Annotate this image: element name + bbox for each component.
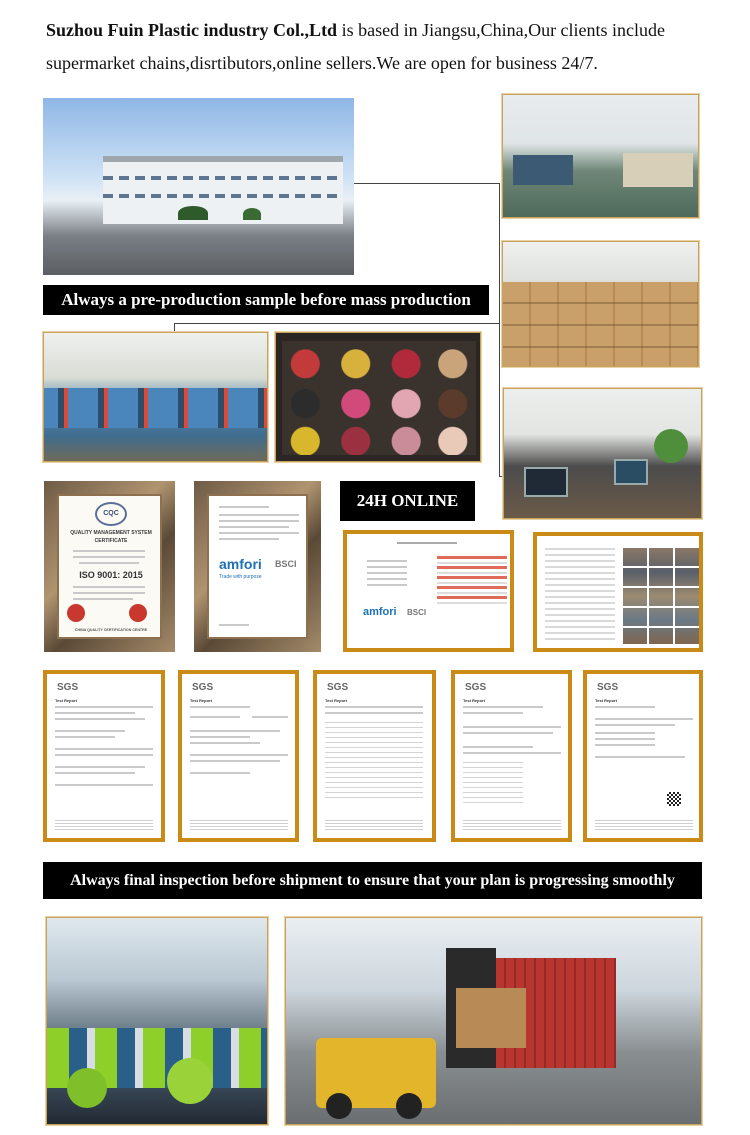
report-bsci-label: BSCI <box>407 608 427 617</box>
report-heading: Test Report <box>55 698 77 703</box>
connector-line <box>354 183 500 184</box>
intro-description: is based in Jiangsu,China,Our clients include supermarket chains,disrtibutors,online sellers.We are open for business 24/7. <box>46 20 666 73</box>
audit-photo-report <box>533 532 703 652</box>
intro-text <box>46 14 726 80</box>
sgs-test-report <box>313 670 436 842</box>
sgs-test-report <box>451 670 572 842</box>
certificate-footer: CHINA QUALITY CERTIFICATION CENTRE <box>74 628 148 632</box>
report-table <box>545 548 615 644</box>
factory-exterior-photo <box>43 98 354 275</box>
sample-banner: Always a pre-production sample before mass production <box>43 285 489 315</box>
report-heading: Test Report <box>325 698 347 703</box>
iso-standard: ISO 9001: 2015 <box>79 570 143 580</box>
product-display-photo <box>275 332 481 462</box>
certificate-title: QUALITY MANAGEMENT SYSTEM <box>70 530 152 536</box>
sgs-logo: SGS <box>57 682 79 693</box>
sgs-logo: SGS <box>192 682 214 693</box>
sgs-test-report <box>43 670 165 842</box>
qr-code-icon <box>667 792 681 806</box>
report-photo-grid <box>623 548 699 644</box>
iso-certificate <box>44 481 175 652</box>
bsci-label: BSCI <box>275 559 297 569</box>
bsci-tagline: Trade with purpose <box>219 574 262 580</box>
sgs-logo: SGS <box>597 682 619 693</box>
inspection-banner: Always final inspection before shipment to ensure that your plan is progressing smoothly <box>43 862 702 899</box>
production-line-photo <box>46 917 268 1125</box>
certification-seal <box>129 604 147 622</box>
bsci-audit-report <box>343 530 514 652</box>
company-name: Suzhou Fuin Plastic industry Col.,Ltd <box>46 20 338 40</box>
connector-line <box>174 323 500 324</box>
certificate-subtitle: CERTIFICATE <box>94 538 128 544</box>
report-heading: Test Report <box>463 698 485 703</box>
report-amfori-logo: amfori <box>363 606 397 618</box>
sgs-logo: SGS <box>327 682 349 693</box>
shipment-loading-photo <box>285 917 702 1125</box>
amfori-logo: amfori <box>219 556 262 572</box>
sgs-test-report <box>178 670 299 842</box>
report-heading: Test Report <box>595 698 617 703</box>
sgs-logo: SGS <box>465 682 487 693</box>
warehouse-photo <box>502 241 699 367</box>
cqc-logo: CQC <box>95 502 127 526</box>
connector-line <box>499 183 500 476</box>
report-heading: Test Report <box>190 698 212 703</box>
online-banner: 24H ONLINE <box>340 481 475 521</box>
sewing-workshop-photo <box>43 332 268 462</box>
sgs-test-report <box>583 670 703 842</box>
bsci-certificate <box>194 481 321 652</box>
report-table <box>437 556 507 606</box>
certification-seal <box>67 604 85 622</box>
connector-line <box>174 323 175 332</box>
office-photo <box>503 388 702 519</box>
workshop-photo <box>502 94 699 218</box>
